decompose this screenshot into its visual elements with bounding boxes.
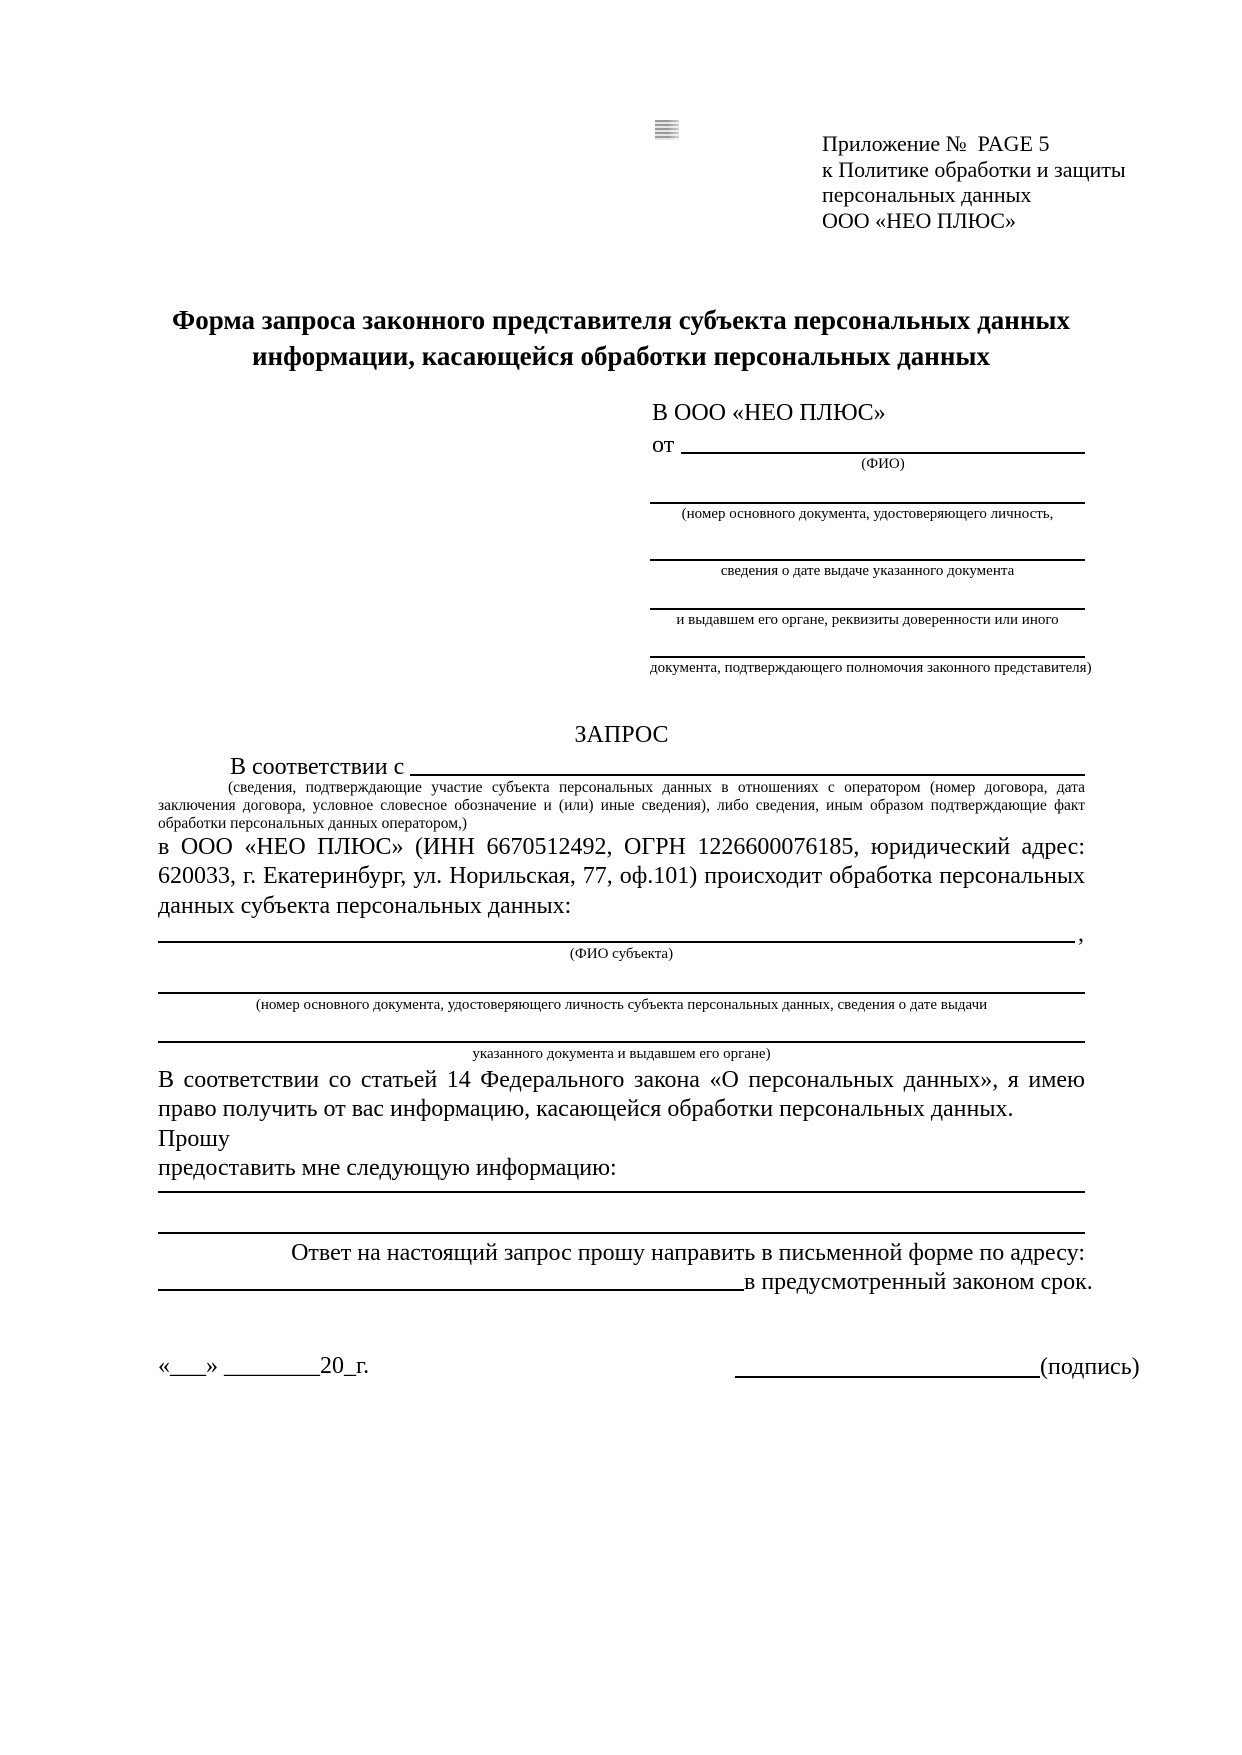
form-title bbox=[121, 302, 1121, 374]
org-name-line: ООО «НЕО ПЛЮС» bbox=[822, 207, 1016, 233]
form-title-line-1: Форма запроса законного представителя субъекта персональных данных bbox=[172, 305, 1070, 335]
reply-tail: в предусмотренный законом срок. bbox=[744, 1269, 1093, 1295]
policy-line-2: персональных данных bbox=[822, 182, 1032, 207]
date-line[interactable]: «___» ________20_г. bbox=[158, 1353, 370, 1379]
attorney-document-field[interactable] bbox=[650, 656, 1085, 658]
fio-field[interactable] bbox=[681, 452, 1085, 454]
reply-address-field[interactable] bbox=[158, 1289, 744, 1291]
issuing-authority-field[interactable] bbox=[650, 608, 1085, 610]
reply-request-line: Ответ на настоящий запрос прошу направить в письменной форме по адресу: bbox=[291, 1240, 1085, 1266]
appendix-header bbox=[822, 131, 1126, 233]
form-title-line-2: информации, касающейся обработки персональных данных bbox=[252, 341, 990, 371]
embedded-object-icon bbox=[655, 120, 679, 140]
basis-lead: В соответствии с bbox=[230, 754, 405, 780]
policy-line-1: к Политике обработки и защиты bbox=[822, 156, 1126, 182]
subject-document-caption-2: указанного документа и выдавшем его органе) bbox=[472, 1046, 771, 1062]
basis-field[interactable] bbox=[410, 774, 1085, 776]
requested-info-field-2[interactable] bbox=[158, 1232, 1085, 1234]
subject-fio-caption: (ФИО субъекта) bbox=[569, 946, 674, 962]
trailing-comma: , bbox=[1078, 921, 1084, 947]
subject-document-field-2[interactable] bbox=[158, 1041, 1085, 1043]
request-heading: ЗАПРОС bbox=[574, 722, 669, 748]
subject-document-field-1[interactable] bbox=[158, 992, 1085, 994]
issuing-authority-caption: и выдавшем его органе, реквизиты доверенности или иного bbox=[676, 612, 1059, 628]
subject-document-caption-1: (номер основного документа, удостоверяющего личность субъекта персональных данных, сведения о дате выдачи bbox=[255, 997, 988, 1013]
operator-paragraph: в ООО «НЕО ПЛЮС» (ИНН 6670512492, ОГРН 1226600076185, юридический адрес: 620033, г. Екатеринбург, ул. Норильская, 77, оф.101) происходит обработка персональных данных субъекта персональных данных: bbox=[158, 834, 1085, 919]
subject-fio-field[interactable] bbox=[158, 941, 1075, 943]
issue-date-caption: сведения о дате выдаче указанного документа bbox=[720, 563, 1015, 579]
document-number-caption: (номер основного документа, удостоверяющего личность, bbox=[681, 506, 1054, 522]
attorney-document-caption: документа, подтверждающего полномочия законного представителя) bbox=[650, 660, 1092, 676]
addressee-org: В ООО «НЕО ПЛЮС» bbox=[652, 400, 886, 426]
fio-caption: (ФИО) bbox=[861, 456, 905, 472]
document-number-field[interactable] bbox=[650, 502, 1085, 504]
from-label: от bbox=[652, 432, 675, 458]
signature-field[interactable] bbox=[735, 1376, 1040, 1378]
appendix-number-line: Приложение № PAGE 5 bbox=[822, 131, 1050, 156]
requested-info-field-1[interactable] bbox=[158, 1191, 1085, 1193]
signature-caption: (подпись) bbox=[1040, 1354, 1140, 1380]
issue-date-field[interactable] bbox=[650, 559, 1085, 561]
basis-note: (сведения, подтверждающие участие субъекта персональных данных в отношениях с оператором (номер договора, дата заключения договора, условное словесное обозначение и (или) иные сведения), либо сведения, иным образом подтверждающие факт обработки персональных данных оператором,) bbox=[158, 779, 1085, 832]
rights-paragraph: В соответствии со статьей 14 Федерального закона «О персональных данных», я имею право получить от вас информацию, касающейся обработки персональных данных. Прошу предоставить мне следующую информацию: bbox=[158, 1067, 1085, 1182]
